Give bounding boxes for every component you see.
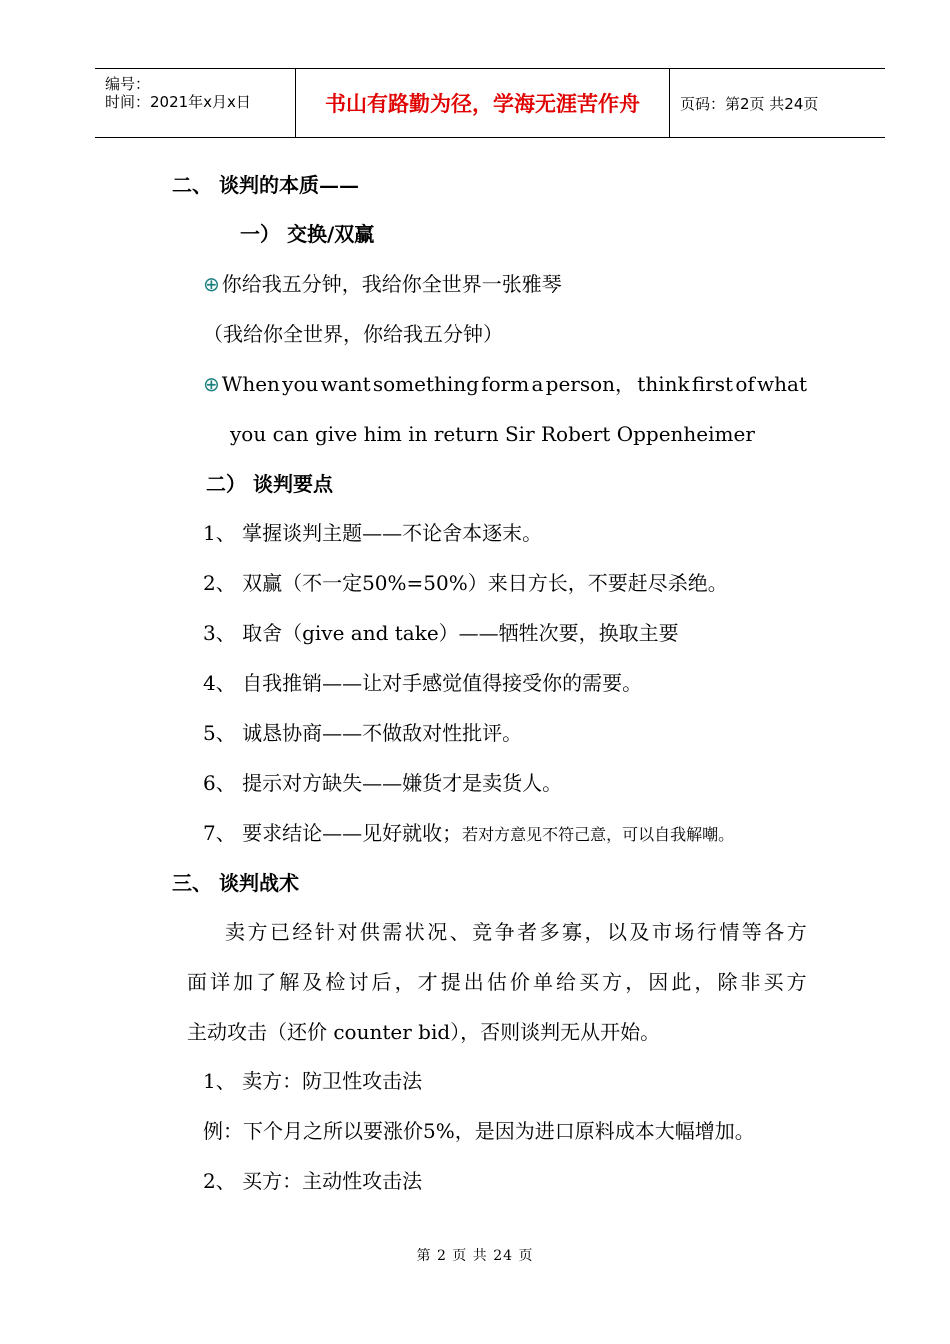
bullet-2-word: something (372, 372, 479, 396)
paragraph-char: 加 (233, 970, 254, 994)
bullet-2 (203, 371, 807, 397)
paragraph-char: 单 (532, 970, 553, 994)
paragraph-char: 面 (187, 970, 207, 994)
point-7 (203, 820, 734, 848)
paragraph-char: 此 (671, 970, 692, 994)
paragraph-char: 价 (509, 970, 530, 994)
paragraph-char: 状 (404, 920, 425, 944)
paragraph-char: ， (694, 970, 715, 994)
point-3: 3、 取舍（give and take）——牺牲次要，换取主要 (203, 621, 679, 645)
paragraph-line-3: 主动攻击（还价 counter bid），否则谈判无从开始。 (187, 1020, 661, 1044)
paragraph-char: 除 (717, 970, 738, 994)
example-line: 例：下个月之所以要涨价5%，是因为进口原料成本大幅增加。 (203, 1119, 755, 1143)
paragraph-char: 针 (314, 920, 335, 944)
paragraph-line-2 (187, 969, 807, 995)
paragraph-char: 因 (648, 970, 669, 994)
point-5: 5、 诚恳协商——不做敌对性批评。 (203, 721, 523, 745)
paragraph-char: 非 (740, 970, 761, 994)
paragraph-char: 买 (579, 970, 600, 994)
paragraph-char: 才 (417, 970, 438, 994)
bullet-2-word: When (221, 372, 280, 396)
bullet-2-continuation: you can give him in return Sir Robert Oppenheimer (230, 422, 755, 446)
paragraph-char: 后 (371, 970, 392, 994)
paragraph-char: 已 (269, 920, 290, 944)
point-6: 6、 提示对方缺失——嫌货才是卖货人。 (203, 771, 563, 795)
circle-plus-icon: ⊕ (203, 272, 220, 296)
paragraph-char: 详 (210, 970, 231, 994)
paragraph-char: 各 (764, 920, 785, 944)
header-motto: 书山有路勤为径，学海无涯苦作舟 (296, 69, 670, 137)
paragraph-char: 竞 (472, 920, 493, 944)
paragraph-char: 出 (463, 970, 484, 994)
paragraph-char: 市 (651, 920, 672, 944)
paragraph-char: 方 (786, 970, 807, 994)
paragraph-char: 场 (674, 920, 695, 944)
paragraph-char: 以 (606, 920, 627, 944)
circle-plus-icon: ⊕ (203, 372, 220, 396)
number-label: 编号： (105, 75, 151, 93)
paragraph-char: 检 (325, 970, 346, 994)
paragraph-char: 供 (359, 920, 380, 944)
paragraph-char: 解 (279, 970, 300, 994)
point-7-note: 若对方意见不符己意，可以自我解嘲。 (462, 825, 735, 844)
bullet-1 (203, 271, 562, 297)
bullet-2-word: think (637, 372, 690, 396)
paragraph-char: 需 (382, 920, 403, 944)
tactic-2: 2、 买方：主动性攻击法 (203, 1169, 423, 1193)
paragraph-char: 及 (302, 970, 323, 994)
point-2: 2、 双赢（不一定50%=50%）来日方长，不要赶尽杀绝。 (203, 571, 728, 595)
paragraph-char: 等 (741, 920, 762, 944)
paragraph-char: 方 (786, 920, 807, 944)
bullet-1-paren: （我给你全世界，你给我五分钟） (203, 322, 503, 346)
paragraph-char: 寡 (562, 920, 583, 944)
page-footer: 第 2 页 共 24 页 (416, 1248, 534, 1264)
paragraph-char: 买 (763, 970, 784, 994)
tactic-1: 1、 卖方：防卫性攻击法 (203, 1069, 423, 1093)
header-page-info: 页码：第2页 共24页 (680, 94, 819, 113)
section-2-title: 二、 谈判的本质—— (172, 173, 359, 197)
bullet-2-word: what (757, 372, 807, 396)
paragraph-char: ， (625, 970, 646, 994)
paragraph-char: 者 (517, 920, 538, 944)
bullet-2-word: you (282, 372, 319, 396)
paragraph-char: 况 (427, 920, 448, 944)
paragraph-char: 、 (449, 920, 470, 944)
paragraph-line-2-text (187, 969, 807, 995)
paragraph-char: 估 (486, 970, 507, 994)
paragraph-char: 经 (292, 920, 313, 944)
paragraph-char: 对 (337, 920, 358, 944)
paragraph-char: 了 (256, 970, 277, 994)
paragraph-char: 卖 (225, 920, 245, 944)
paragraph-char: 多 (539, 920, 560, 944)
bullet-2-word: form (481, 372, 530, 396)
paragraph-char: 及 (629, 920, 650, 944)
bullet-2-word: first (691, 372, 734, 396)
paragraph-char: ， (584, 920, 605, 944)
bullet-2-word: a (531, 372, 544, 396)
bullet-2-word: of (735, 372, 755, 396)
point-7-main: 7、 要求结论——见好就收； (203, 821, 463, 845)
paragraph-line-1 (225, 919, 807, 945)
bullet-2-word: person， (545, 372, 636, 396)
time-label: 时间：2021年x月x日 (105, 93, 251, 111)
bullet-1-text: 你给我五分钟，我给你全世界一张雅琴 (221, 272, 562, 296)
bullet-2-word: want (320, 372, 371, 396)
paragraph-char: 方 (247, 920, 268, 944)
paragraph-char: ， (394, 970, 415, 994)
subsection-1-title: 一） 交换/双赢 (240, 222, 375, 246)
header-meta-cell (95, 69, 296, 137)
subsection-2-title: 二） 谈判要点 (206, 472, 333, 496)
paragraph-char: 方 (602, 970, 623, 994)
paragraph-char: 争 (494, 920, 515, 944)
point-4: 4、 自我推销——让对手感觉值得接受你的需要。 (203, 671, 643, 695)
paragraph-char: 情 (719, 920, 740, 944)
paragraph-char: 给 (556, 970, 576, 994)
point-1: 1、 掌握谈判主题——不论舍本逐末。 (203, 521, 543, 545)
paragraph-char: 提 (440, 970, 461, 994)
section-3-title: 三、 谈判战术 (172, 871, 299, 895)
paragraph-char: 讨 (348, 970, 369, 994)
page-header (95, 68, 885, 138)
bullet-2-text (222, 371, 807, 397)
paragraph-char: 行 (696, 920, 717, 944)
paragraph-line-1-text (225, 919, 807, 945)
